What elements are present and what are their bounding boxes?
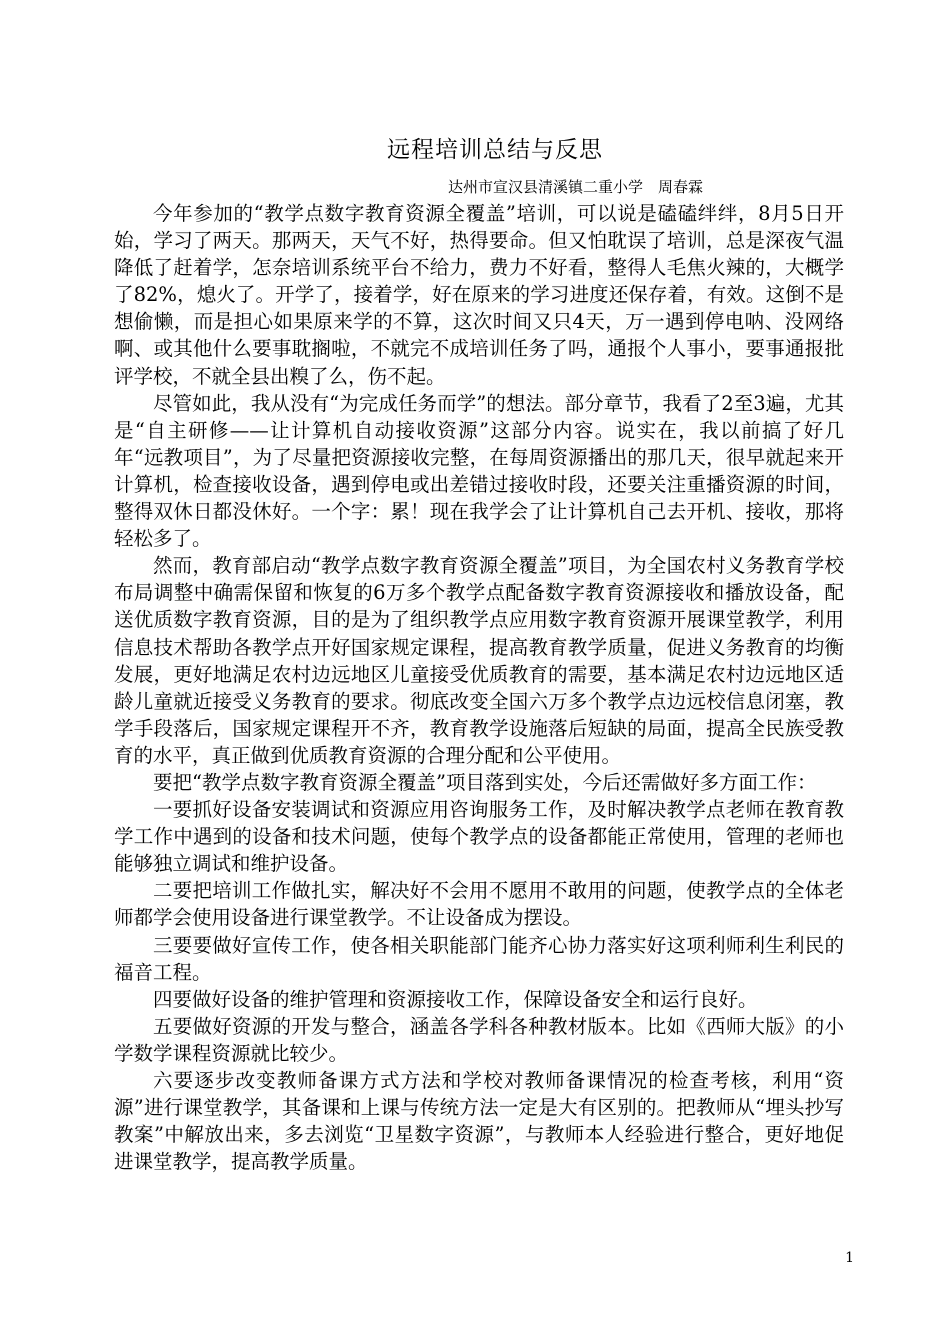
paragraph: 要把“教学点数字教育资源全覆盖”项目落到实处，今后还需做好多方面工作： (153, 770, 817, 794)
paragraph: 四要做好设备的维护管理和资源接收工作，保障设备安全和运行良好。 (153, 987, 758, 1011)
document-body (114, 200, 844, 1175)
paragraph: 今年参加的“教学点数字教育资源全覆盖”培训，可以说是磕磕绊绊，8月5日开始，学习了两天。那两天，天气不好，热得要命。但又怕耽误了培训，总是深夜气温降低了赶着学，怎奈培训系统平台不给力，费力不好看，整得人毛焦火辣的，大概学了82%，熄火了。开学了，接着学，好在原来的学习进度还保存着，有效。这倒不是想偷懒，而是担心如果原来学的不算，这次时间又只4天，万一遇到停电呐、没网络啊、或其他什么要事耽搁啦，不就完不成培训任务了吗，通报个人事小，要事通报批评学校，不就全县出糗了么，伤不起。 (114, 202, 844, 388)
paragraph: 一要抓好设备安装调试和资源应用咨询服务工作，及时解决教学点老师在教育教学工作中遇到的设备和技术问题，使每个教学点的设备都能正常使用，管理的老师也能够独立调试和维护设备。 (114, 798, 844, 876)
paragraph: 五要做好资源的开发与整合，涵盖各学科各种教材版本。比如《西师大版》的小学数学课程资源就比较少。 (114, 1014, 844, 1065)
paragraph: 三要要做好宣传工作，使各相关职能部门能齐心协力落实好这项利师利生利民的福音工程。 (114, 933, 844, 984)
author-line: 达州市宣汉县清溪镇二重小学 周春霖 (448, 178, 704, 196)
page-number: 1 (845, 1250, 854, 1266)
paragraph: 尽管如此，我从没有“为完成任务而学”的想法。部分章节，我看了2至3遍，尤其是“自主研修——让计算机自动接收资源”这部分内容。说实在，我以前搞了好几年“远教项目”，为了尽量把资源接收完整，在每周资源播出的那几天，很早就起来开计算机，检查接收设备，遇到停电或出差错过接收时段，还要关注重播资源的时间，整得双休日都没休好。一个字：累！现在我学会了让计算机自己去开机、接收，那将轻松多了。 (114, 391, 844, 551)
paragraph: 六要逐步改变教师备课方式方法和学校对教师备课情况的检查考核，利用“资源”进行课堂教学，其备课和上课与传统方法一定是大有区别的。把教师从“埋头抄写教案”中解放出来，多去浏览“卫星数字资源”，与教师本人经验进行整合，更好地促进课堂教学，提高教学质量。 (114, 1069, 844, 1174)
paragraph: 二要把培训工作做扎实，解决好不会用不愿用不敢用的问题，使教学点的全体老师都学会使用设备进行课堂教学。不让设备成为摆设。 (114, 879, 844, 930)
paragraph: 然而，教育部启动“教学点数字教育资源全覆盖”项目，为全国农村义务教育学校布局调整中确需保留和恢复的6万多个教学点配备数字教育资源接收和播放设备，配送优质数字教育资源，目的是为了组织教学点应用数字教育资源开展课堂教学，利用信息技术帮助各教学点开好国家规定课程，提高教育教学质量，促进义务教育的均衡发展，更好地满足农村边远地区儿童接受优质教育的需要，基本满足农村边远地区适龄儿童就近接受义务教育的要求。彻底改变全国六万多个教学点边远校信息闭塞，教学手段落后，国家规定课程开不齐，教育教学设施落后短缺的局面，提高全民族受教育的水平，真正做到优质教育资源的合理分配和公平使用。 (114, 554, 844, 767)
document-title: 远程培训总结与反思 (387, 137, 603, 163)
